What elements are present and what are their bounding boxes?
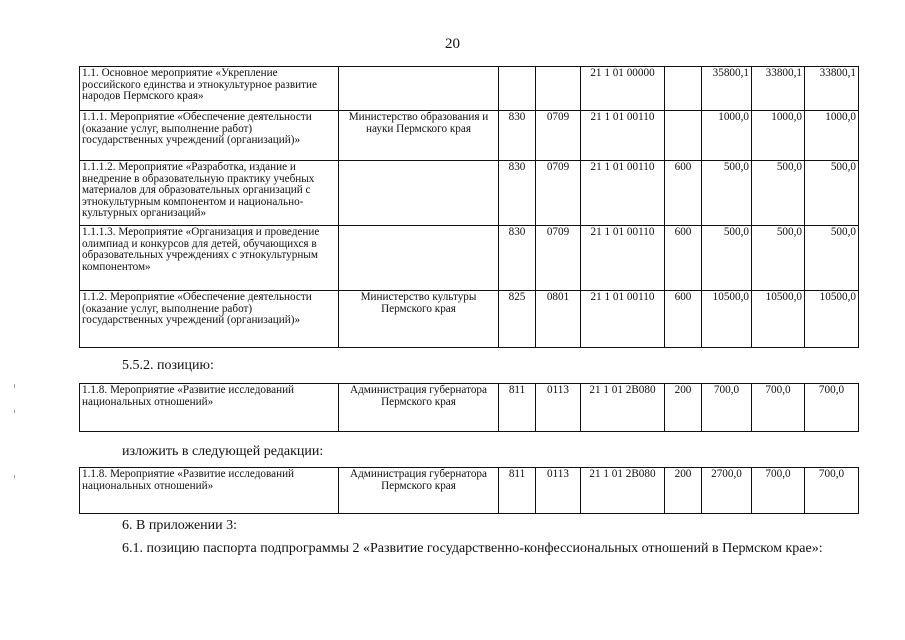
paragraph-5-5-2: 5.5.2. позицию: [122,358,214,373]
table-row [80,111,859,161]
cell-year3: 700,0 [805,384,859,432]
cell-year3: 500,0 [805,226,859,291]
budget-table-main [79,66,859,348]
cell-name: 1.1.8. Мероприятие «Развитие исследований национальных отношений» [80,384,339,432]
cell-name: 1.1.2. Мероприятие «Обеспечение деятельности (оказание услуг, выполнение работ) государственных учреждений (организаций)» [80,291,339,348]
cell-csr: 21 1 01 00110 [581,291,665,348]
cell-responsible: Администрация губернатора Пермского края [339,384,499,432]
cell-rz: 0709 [536,161,581,226]
cell-year2: 1000,0 [752,111,805,161]
cell-vr: 600 [665,161,702,226]
cell-year1: 2700,0 [702,468,752,514]
cell-grbs: 811 [499,468,536,514]
cell-year1: 500,0 [702,161,752,226]
table-row [80,161,859,226]
scan-mark [14,384,15,388]
cell-vr [665,67,702,111]
cell-responsible: Администрация губернатора Пермского края [339,468,499,514]
table-row [80,468,859,514]
cell-year1: 35800,1 [702,67,752,111]
paragraph-6-1: 6.1. позицию паспорта подпрограммы 2 «Развитие государственно-конфессиональных отношений в Пермском крае»: [122,541,823,556]
cell-rz: 0801 [536,291,581,348]
cell-responsible: Министерство культуры Пермского края [339,291,499,348]
cell-grbs: 830 [499,111,536,161]
budget-table-new-edition [79,467,859,514]
budget-table-position [79,383,859,432]
table-row [80,384,859,432]
page-number: 20 [445,36,460,52]
cell-grbs: 830 [499,226,536,291]
cell-grbs: 830 [499,161,536,226]
cell-name: 1.1.1. Мероприятие «Обеспечение деятельности (оказание услуг, выполнение работ) государственных учреждений (организаций)» [80,111,339,161]
scan-mark [14,410,15,413]
cell-vr [665,111,702,161]
cell-year1: 10500,0 [702,291,752,348]
cell-year3: 500,0 [805,161,859,226]
cell-name: 1.1. Основное мероприятие «Укрепление российского единства и этнокультурное развитие народов Пермского края» [80,67,339,111]
cell-vr: 200 [665,468,702,514]
cell-year1: 700,0 [702,384,752,432]
cell-year2: 700,0 [752,384,805,432]
cell-name: 1.1.1.3. Мероприятие «Организация и проведение олимпиад и конкурсов для детей, обучающихся в образовательных учреждениях с этнокультурным компонентом» [80,226,339,291]
cell-rz: 0113 [536,384,581,432]
cell-rz: 0709 [536,226,581,291]
cell-csr: 21 1 01 00110 [581,161,665,226]
cell-csr: 21 1 01 00110 [581,111,665,161]
cell-year2: 33800,1 [752,67,805,111]
cell-rz: 0113 [536,468,581,514]
cell-responsible [339,226,499,291]
cell-responsible [339,67,499,111]
cell-csr: 21 1 01 00000 [581,67,665,111]
cell-grbs [499,67,536,111]
cell-responsible [339,161,499,226]
cell-name: 1.1.1.2. Мероприятие «Разработка, издание и внедрение в образовательную практику учебных материалов для образовательных организаций с этнокультурным компонентом и национально-культурных организаций» [80,161,339,226]
cell-grbs: 811 [499,384,536,432]
cell-year3: 700,0 [805,468,859,514]
cell-vr: 200 [665,384,702,432]
cell-name: 1.1.8. Мероприятие «Развитие исследований национальных отношений» [80,468,339,514]
cell-year1: 500,0 [702,226,752,291]
cell-vr: 600 [665,226,702,291]
cell-year3: 1000,0 [805,111,859,161]
cell-responsible: Министерство образования и науки Пермского края [339,111,499,161]
paragraph-edit: изложить в следующей редакции: [122,444,324,459]
cell-csr: 21 1 01 2В080 [581,384,665,432]
cell-rz [536,67,581,111]
table-row [80,67,859,111]
cell-csr: 21 1 01 00110 [581,226,665,291]
scan-mark [14,475,15,478]
cell-csr: 21 1 01 2В080 [581,468,665,514]
cell-year1: 1000,0 [702,111,752,161]
cell-year3: 33800,1 [805,67,859,111]
cell-year2: 500,0 [752,226,805,291]
cell-vr: 600 [665,291,702,348]
cell-year2: 10500,0 [752,291,805,348]
cell-year3: 10500,0 [805,291,859,348]
cell-grbs: 825 [499,291,536,348]
cell-rz: 0709 [536,111,581,161]
paragraph-6: 6. В приложении 3: [122,518,238,533]
cell-year2: 500,0 [752,161,805,226]
table-row [80,291,859,348]
table-row [80,226,859,291]
cell-year2: 700,0 [752,468,805,514]
